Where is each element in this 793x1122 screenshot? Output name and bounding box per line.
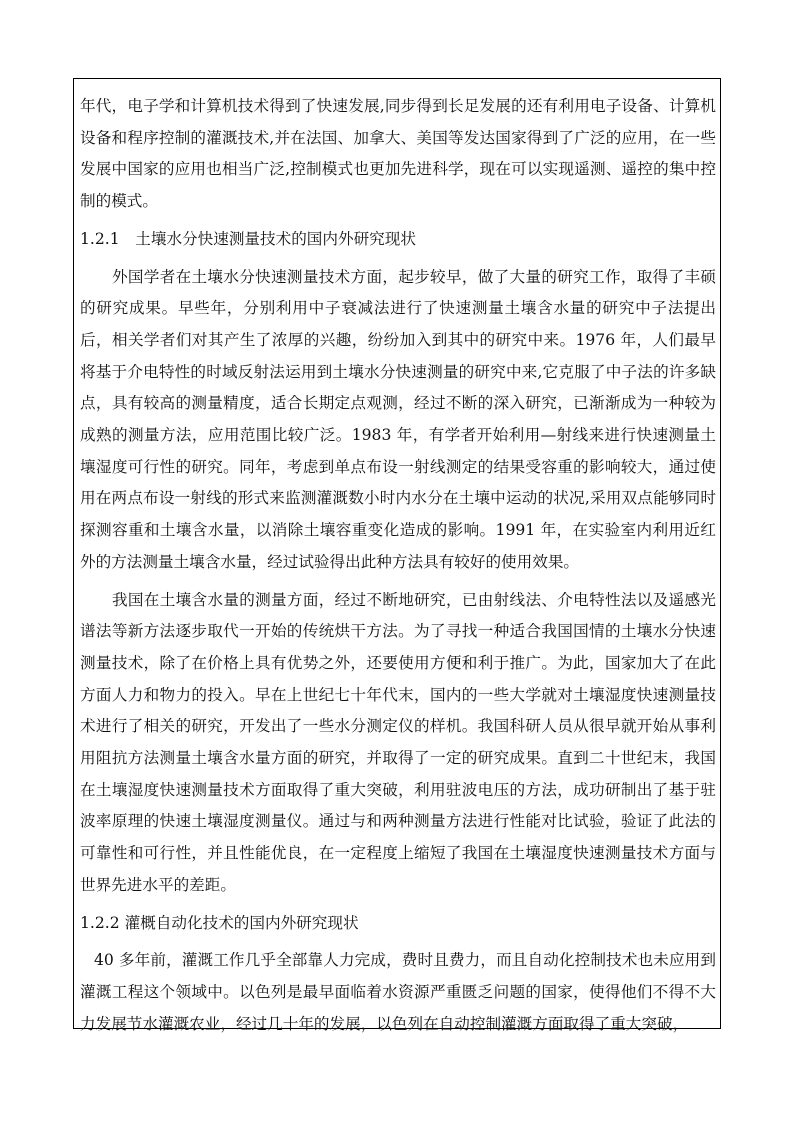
paragraph-domestic-research: 我国在土壤含水量的测量方面，经过不断地研究，已由射线法、介电特性法以及遥感光谱法等新方法逐步取代一开始的传统烘干方法。为了寻找一种适合我国国情的土壤水分快速测量技术，除了在价格上具有优势之外，还要使用方便和利于推广。为此，国家加大了在此方面人力和物力的投入。早在上世纪七十年代末，国内的一些大学就对土壤湿度快速测量技术进行了相关的研究，开发出了一些水分测定仪的样机。我国科研人员从很早就开始从事利用阻抗方法测量土壤含水量方面的研究，并取得了一定的研究成果。直到二十世纪末，我国在土壤湿度快速测量技术方面取得了重大突破，利用驻波电压的方法，成功研制出了基于驻波率原理的快速土壤湿度测量仪。通过与和两种测量方法进行性能对比试验，验证了此法的可靠性和可行性，并且性能优良，在一定程度上缩短了我国在土壤湿度快速测量技术方面与世界先进水平的差距。 [80,590,716,894]
section-heading-1-2-1: 1.2.1 土壤水分快速测量技术的国内外研究现状 [80,229,416,248]
section-heading-1-2-2: 1.2.2 灌概自动化技术的国内外研究现状 [80,913,359,932]
paragraph-continuation: 年代，电子学和计算机技术得到了快速发展,同步得到长足发展的还有利用电子设备、计算机设备和程序控制的灌溉技术,并在法国、加拿大、美国等发达国家得到了广泛的应用，在一些发展中国家的应用也相当广泛,控制模式也更加先进科学，现在可以实现遥测、遥控的集中控制的模式。 [80,97,716,211]
paragraph-foreign-research: 外国学者在土壤水分快速测量技术方面，起步较早，做了大量的研究工作，取得了丰硕的研究成果。早些年，分别利用中子衰减法进行了快速测量土壤含水量的研究中子法提出后，相关学者们对其产生了浓厚的兴趣，纷纷加入到其中的研究中来。1976 年，人们最早将基于介电特性的时域反射法运用到土壤水分快速测量的研究中来,它克服了中子法的许多缺点，具有较高的测量精度，适合长期定点观测，经过不断的深入研究，已渐渐成为一种较为成熟的测量方法，应用范围比较广泛。1983 年，有学者开始利用—射线来进行快速测量土壤湿度可行性的研究。同年，考虑到单点布设一射线测定的结果受容重的影响较大，通过使用在两点布设一射线的形式来监测灌溉数小时内水分在土壤中运动的状况,采用双点能够同时探测容重和土壤含水量，以消除土壤容重变化造成的影响。1991 年，在实验室内利用近红外的方法测量土壤含水量，经过试验得出此种方法具有较好的使用效果。 [80,267,716,571]
document-body [80,91,716,1040]
paragraph-irrigation-automation: 40 多年前，灌溉工作几乎全部靠人力完成，费时且费力，而且自动化控制技术也未应用到灌溉工程这个领域中。以色列是最早面临着水资源严重匮乏问题的国家，使得他们不得不大力发展节水灌溉农业，经过几十年的发展，以色列在自动控制灌溉方面取得了重大突破， [80,951,716,1033]
